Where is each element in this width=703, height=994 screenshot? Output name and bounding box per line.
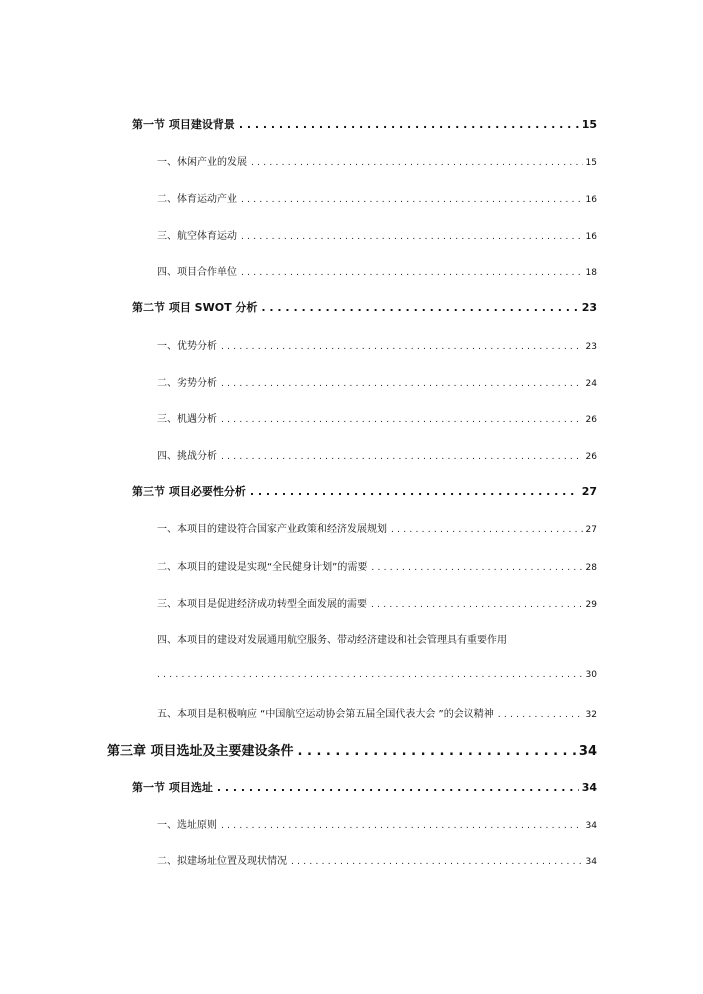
toc-chapter-3[interactable] (107, 740, 597, 759)
toc-item[interactable] (157, 153, 597, 168)
toc-entry-title: 一、休闲产业的发展 (157, 157, 247, 168)
toc-entry-title: 四、挑战分析 (157, 451, 217, 462)
toc-page-number: 28 (585, 563, 597, 573)
dot-leader (221, 452, 583, 462)
toc-item[interactable] (157, 558, 597, 573)
toc-page-number: 34 (585, 821, 597, 831)
toc-entry-title: 第三章 项目选址及主要建设条件 (107, 744, 294, 759)
toc-item[interactable] (157, 263, 597, 278)
toc-entry-title: 二、拟建场址位置及现状情况 (157, 856, 287, 867)
toc-page-number: 23 (585, 342, 597, 352)
toc-page-number: 32 (585, 710, 597, 720)
toc-page-number: 15 (581, 118, 597, 131)
toc-page-number: 16 (585, 232, 597, 242)
toc-page-number: 27 (581, 485, 597, 498)
toc-entry-title: 一、选址原则 (157, 820, 217, 831)
toc-item-wrapped-continuation[interactable] (157, 670, 597, 680)
toc-item[interactable] (157, 447, 597, 462)
toc-entry-title: 第一节 项目选址 (132, 781, 213, 794)
toc-item[interactable] (157, 705, 597, 720)
toc-page-number: 29 (585, 600, 597, 610)
dot-leader (261, 301, 578, 314)
toc-section-3[interactable] (132, 483, 597, 499)
toc-page-number: 27 (585, 525, 597, 535)
dot-leader (157, 670, 583, 680)
dot-leader (241, 232, 583, 242)
toc-entry-title: 一、本项目的建设符合国家产业政策和经济发展规划 (157, 524, 387, 535)
toc-page-number: 30 (585, 670, 597, 680)
toc-page-number: 34 (585, 857, 597, 867)
toc-page-number: 15 (585, 158, 597, 168)
toc-page-number: 23 (581, 301, 597, 314)
dot-leader (391, 525, 583, 535)
toc-page-number: 24 (585, 379, 597, 389)
toc-item[interactable] (157, 410, 597, 425)
toc-entry-title: 三、本项目是促进经济成功转型全面发展的需要 (157, 599, 367, 610)
toc-entry-title: 第三节 项目必要性分析 (132, 485, 246, 498)
toc-page-number: 34 (581, 781, 597, 794)
toc-item[interactable] (157, 227, 597, 242)
toc-section-2[interactable] (132, 299, 597, 315)
dot-leader (241, 195, 583, 205)
toc-page-number: 26 (585, 452, 597, 462)
dot-leader (498, 710, 583, 720)
toc-item[interactable] (157, 374, 597, 389)
dot-leader (217, 781, 579, 794)
dot-leader (239, 118, 579, 131)
toc-page-number: 16 (585, 195, 597, 205)
toc-entry-title: 二、劣势分析 (157, 378, 217, 389)
dot-leader (241, 268, 583, 278)
toc-page-number: 26 (585, 415, 597, 425)
dot-leader (221, 342, 583, 352)
dot-leader (291, 857, 583, 867)
dot-leader (251, 158, 583, 168)
dot-leader (250, 485, 579, 498)
toc-entry-title: 二、本项目的建设是实现“全民健身计划”的需要 (157, 562, 368, 573)
dot-leader (371, 600, 583, 610)
dot-leader (298, 744, 576, 759)
toc-section-1[interactable] (132, 116, 597, 132)
toc-item[interactable] (157, 595, 597, 610)
dot-leader (221, 379, 583, 389)
toc-page-number: 34 (578, 744, 597, 759)
toc-entry-title: 四、项目合作单位 (157, 267, 237, 278)
toc-item[interactable] (157, 816, 597, 831)
toc-entry-title: 三、机遇分析 (157, 414, 217, 425)
toc-entry-title: 五、本项目是积极响应 “中国航空运动协会第五届全国代表大会 ”的会议精神 (157, 709, 494, 720)
toc-entry-title: 第一节 项目建设背景 (132, 118, 235, 131)
toc-entry-title: 一、优势分析 (157, 341, 217, 352)
toc-entry-title: 二、体育运动产业 (157, 194, 237, 205)
dot-leader (221, 415, 583, 425)
toc-item[interactable] (157, 337, 597, 352)
toc-item[interactable] (157, 520, 597, 535)
toc-item[interactable] (157, 852, 597, 867)
dot-leader (221, 821, 583, 831)
toc-section-site[interactable] (132, 779, 597, 795)
toc-item-wrapped-title[interactable]: 四、本项目的建设对发展通用航空服务、带动经济建设和社会管理具有重要作用 (157, 635, 507, 646)
toc-item[interactable] (157, 190, 597, 205)
dot-leader (371, 563, 582, 573)
toc-entry-title: 第二节 项目 SWOT 分析 (132, 301, 258, 314)
toc-entry-title: 三、航空体育运动 (157, 231, 237, 242)
toc-page-number: 18 (585, 268, 597, 278)
